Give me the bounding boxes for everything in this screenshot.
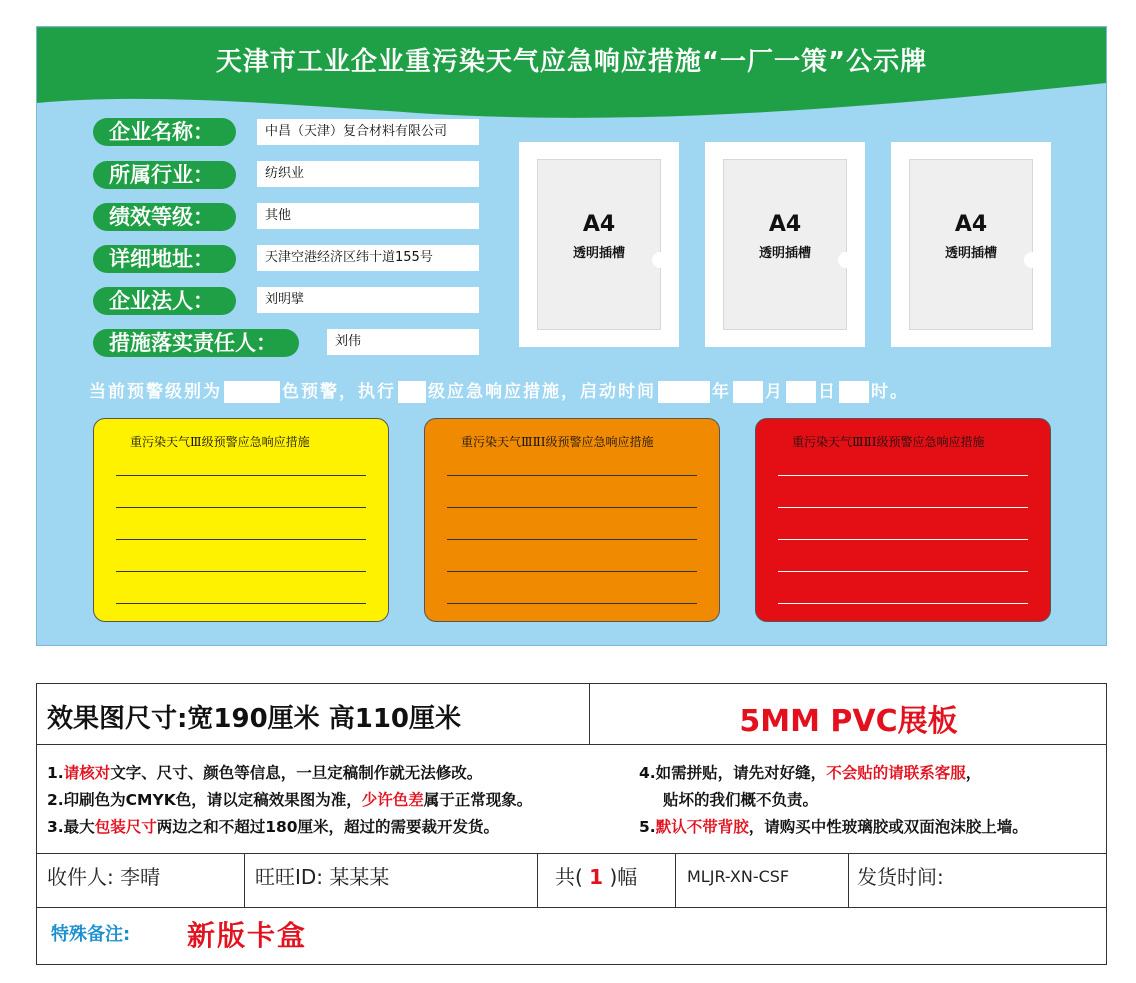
address-label: 详细地址： — [93, 245, 236, 273]
responsible-person-label: 措施落实责任人： — [93, 329, 299, 357]
slot-notch — [1024, 252, 1040, 268]
divider — [244, 853, 245, 907]
slot-size: A4 — [582, 212, 616, 237]
note-4-cont: 贴坏的我们概不负责。 — [663, 791, 819, 809]
slot-label: 透明插槽 — [758, 246, 811, 261]
industry-value: 纺织业 — [257, 161, 479, 187]
ruled-line — [116, 507, 366, 508]
warning-level-line — [89, 379, 909, 405]
day-blank — [786, 381, 816, 403]
measure-card-title: 重污染天气ⅢⅡⅠ级预警应急响应措施 — [792, 435, 985, 449]
piece-count: 共( 1 )幅 — [555, 865, 638, 889]
ruled-line — [116, 603, 366, 604]
month-text: 月 — [765, 382, 784, 402]
ruled-line — [778, 475, 1028, 476]
a4-slot — [891, 142, 1051, 347]
a4-slot — [519, 142, 679, 347]
measure-card-red — [755, 418, 1051, 622]
slot-label: 透明插槽 — [572, 246, 625, 261]
legal-person-value: 刘明擘 — [257, 287, 479, 313]
ruled-line — [116, 475, 366, 476]
ship-time: 发货时间: — [857, 865, 944, 889]
slot-notch — [652, 252, 668, 268]
slot-size: A4 — [768, 212, 802, 237]
legal-person-label: 企业法人： — [93, 287, 236, 315]
divider — [37, 744, 1106, 745]
ruled-line — [447, 603, 697, 604]
a4-slot-window — [537, 159, 661, 330]
a4-slot — [705, 142, 865, 347]
divider — [37, 907, 1106, 908]
performance-grade-label: 绩效等级： — [93, 203, 236, 231]
recipient: 收件人: 李晴 — [47, 865, 161, 889]
month-blank — [733, 381, 763, 403]
note-4: 4.如需拼贴，请先对好缝，不会贴的请联系客服， — [639, 764, 982, 782]
ruled-line — [778, 539, 1028, 540]
divider — [675, 853, 676, 907]
year-blank — [658, 381, 710, 403]
hour-blank — [839, 381, 869, 403]
slot-label: 透明插槽 — [944, 246, 997, 261]
industry-label: 所属行业： — [93, 161, 236, 189]
ruled-line — [116, 539, 366, 540]
a4-slot-window — [909, 159, 1033, 330]
measure-card-title: 重污染天气Ⅲ级预警应急响应措施 — [130, 435, 310, 449]
order-code: MLJR-XN-CSF — [687, 867, 790, 886]
divider — [848, 853, 849, 907]
measure-card-yellow — [93, 418, 389, 622]
performance-grade-value: 其他 — [257, 203, 479, 229]
remark-label: 特殊备注: — [51, 924, 131, 945]
note-5: 5.默认不带背胶，请购买中性玻璃胶或双面泡沫胶上墙。 — [639, 818, 1028, 836]
notice-board — [36, 26, 1107, 646]
ruled-line — [778, 507, 1028, 508]
level-blank — [398, 381, 426, 403]
note-2: 2.印刷色为CMYK色，请以定稿效果图为准，少许色差属于正常现象。 — [47, 791, 533, 809]
company-name-label: 企业名称： — [93, 118, 236, 146]
ruled-line — [778, 603, 1028, 604]
warning-text-3: 级应急响应措施，启动时间 — [428, 382, 656, 402]
slot-size: A4 — [954, 212, 988, 237]
responsible-person-value: 刘伟 — [327, 329, 479, 355]
day-text: 日 — [818, 382, 837, 402]
order-info-table — [36, 683, 1107, 965]
remark-value: 新版卡盒 — [187, 919, 308, 952]
company-name-value: 中昌（天津）复合材料有限公司 — [257, 119, 479, 145]
measure-card-title: 重污染天气ⅢⅡⅠ级预警应急响应措施 — [461, 435, 654, 449]
divider — [537, 853, 538, 907]
ruled-line — [116, 571, 366, 572]
material-label: 5MM PVC展板 — [739, 704, 958, 739]
note-1: 1.请核对文字、尺寸、颜色等信息，一旦定稿制作就无法修改。 — [47, 764, 483, 782]
ruled-line — [447, 507, 697, 508]
address-value: 天津空港经济区纬十道155号 — [257, 245, 479, 271]
size-label: 效果图尺寸:宽190厘米 高110厘米 — [47, 704, 461, 734]
note-3: 3.最大包装尺寸两边之和不超过180厘米，超过的需要裁开发货。 — [47, 818, 500, 836]
year-text: 年 — [712, 382, 731, 402]
hour-text: 时。 — [871, 382, 909, 402]
ruled-line — [447, 571, 697, 572]
warning-text-2: 色预警，执行 — [282, 382, 396, 402]
measure-card-orange — [424, 418, 720, 622]
a4-slot-window — [723, 159, 847, 330]
slot-notch — [838, 252, 854, 268]
color-blank — [224, 381, 280, 403]
board-title: 天津市工业企业重污染天气应急响应措施“一厂一策”公示牌 — [215, 47, 928, 77]
ruled-line — [447, 539, 697, 540]
warning-text-1: 当前预警级别为 — [89, 382, 222, 402]
ruled-line — [447, 475, 697, 476]
wangwang-id: 旺旺ID: 某某某 — [255, 865, 390, 889]
ruled-line — [778, 571, 1028, 572]
